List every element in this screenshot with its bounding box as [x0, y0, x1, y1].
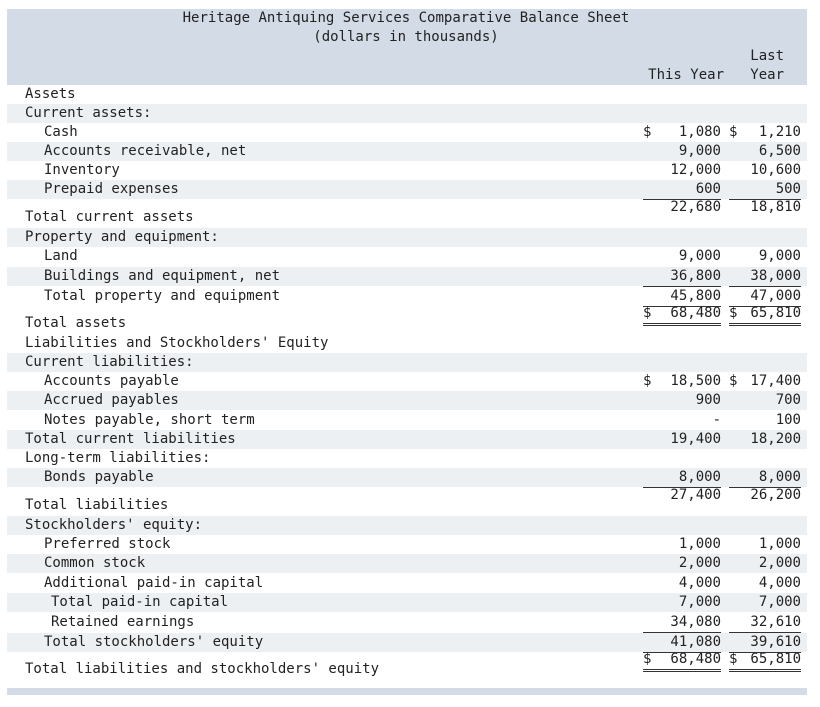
amount-this-year — [643, 372, 721, 391]
amount-this-year — [643, 180, 721, 200]
amount-value: 2,000 — [758, 555, 801, 571]
table-footer-bar — [7, 688, 807, 695]
table-row — [7, 180, 807, 199]
table-row — [7, 104, 807, 123]
amount-value: 7,000 — [678, 594, 721, 610]
amount-value: 65,810 — [750, 305, 801, 321]
amount-value: 1,210 — [758, 124, 801, 140]
amount-value: 9,000 — [678, 143, 721, 159]
col-header-last-year — [722, 47, 784, 85]
amount-this-year — [643, 554, 721, 573]
row-label: Retained earnings — [51, 614, 195, 630]
amount-value: 39,610 — [750, 634, 801, 650]
row-label: Total liabilities — [25, 497, 169, 513]
amount-this-year — [643, 468, 721, 488]
amount-value: - — [712, 412, 721, 428]
amount-this-year — [643, 198, 721, 217]
row-label: Total stockholders' equity — [44, 634, 264, 650]
row-label: Accrued payables — [44, 392, 179, 408]
amount-last-year — [729, 372, 801, 391]
table-row — [7, 391, 807, 410]
amount-value: 6,500 — [758, 143, 801, 159]
currency-symbol: $ — [643, 305, 652, 321]
table-row — [7, 430, 807, 449]
currency-symbol: $ — [729, 373, 738, 389]
col-header-last-year-line1: Last — [750, 48, 784, 64]
amount-last-year — [729, 430, 801, 449]
amount-value: 47,000 — [750, 288, 801, 304]
amount-value: 1,080 — [678, 124, 721, 140]
amount-value: 8,000 — [758, 469, 801, 485]
row-label: Liabilities and Stockholders' Equity — [25, 335, 329, 351]
amount-value: 18,200 — [750, 431, 801, 447]
table-row — [7, 574, 807, 593]
amount-value: 19,400 — [670, 431, 721, 447]
row-label: Notes payable, short term — [44, 412, 255, 428]
table-row — [7, 123, 807, 142]
table-row — [7, 267, 807, 286]
amount-this-year — [643, 123, 721, 142]
amount-value: 10,600 — [750, 162, 801, 178]
report-title-block — [0, 9, 812, 47]
currency-symbol: $ — [729, 124, 738, 140]
amount-this-year — [643, 142, 721, 161]
amount-value: 7,000 — [758, 594, 801, 610]
amount-value: 65,810 — [750, 651, 801, 667]
amount-this-year — [643, 247, 721, 266]
amount-value: 9,000 — [678, 248, 721, 264]
amount-this-year — [643, 486, 721, 505]
amount-this-year — [643, 574, 721, 594]
table-row — [7, 535, 807, 554]
amount-last-year — [729, 593, 801, 612]
amount-last-year — [729, 198, 801, 217]
table-row — [7, 554, 807, 573]
amount-last-year — [729, 486, 801, 505]
col-header-this-year: This Year — [648, 67, 724, 83]
row-label: Current assets: — [25, 105, 152, 121]
amount-this-year — [643, 430, 721, 449]
report-title: Heritage Antiquing Services Comparative Balance Sheet — [182, 10, 630, 26]
amount-value: 32,610 — [750, 614, 801, 630]
amount-this-year — [643, 411, 721, 431]
amount-value: 8,000 — [678, 469, 721, 485]
amount-this-year — [643, 593, 721, 612]
row-label: Preferred stock — [44, 536, 171, 552]
currency-symbol: $ — [643, 651, 652, 667]
table-row — [7, 372, 807, 391]
amount-value: 68,480 — [670, 305, 721, 321]
table-row — [7, 247, 807, 266]
table-row — [7, 353, 807, 372]
amount-value: 1,000 — [758, 536, 801, 552]
amount-value: 68,480 — [670, 651, 721, 667]
amount-value: 18,500 — [670, 373, 721, 389]
amount-value: 100 — [775, 412, 801, 428]
amount-value: 36,800 — [670, 268, 721, 284]
amount-last-year — [729, 391, 801, 410]
amount-last-year — [729, 535, 801, 554]
row-label: Additional paid-in capital — [44, 575, 264, 591]
row-label: Prepaid expenses — [44, 181, 179, 197]
amount-value: 26,200 — [750, 487, 801, 503]
table-row — [7, 411, 807, 430]
amount-this-year — [643, 161, 721, 180]
amount-value: 27,400 — [670, 487, 721, 503]
amount-value: 12,000 — [670, 162, 721, 178]
table-row — [7, 142, 807, 161]
report-subtitle: (dollars in thousands) — [313, 29, 499, 45]
row-label: Accounts payable — [44, 373, 179, 389]
table-row — [7, 85, 807, 104]
amount-this-year — [643, 650, 721, 672]
amount-value: 9,000 — [758, 248, 801, 264]
amount-last-year — [729, 180, 801, 200]
row-label: Common stock — [44, 555, 146, 571]
amount-value: 600 — [695, 181, 721, 197]
amount-this-year — [643, 391, 721, 410]
col-header-last-year-line2: Year — [750, 67, 784, 83]
amount-value: 2,000 — [678, 555, 721, 571]
amount-last-year — [729, 247, 801, 266]
amount-value: 41,080 — [670, 634, 721, 650]
table-row — [7, 487, 807, 515]
table-row — [7, 449, 807, 468]
table-row — [7, 593, 807, 612]
amount-value: 4,000 — [678, 575, 721, 591]
table-row — [7, 468, 807, 487]
row-label: Current liabilities: — [25, 354, 194, 370]
amount-last-year — [729, 267, 801, 287]
table-row — [7, 334, 807, 353]
table-row — [7, 651, 807, 679]
amount-value: 22,680 — [670, 199, 721, 215]
row-label: Stockholders' equity: — [25, 517, 203, 533]
row-label: Accounts receivable, net — [44, 143, 247, 159]
row-label: Assets — [25, 86, 76, 102]
amount-value: 1,000 — [678, 536, 721, 552]
table-row — [7, 613, 807, 632]
amount-this-year — [643, 304, 721, 326]
amount-this-year — [643, 535, 721, 554]
row-label: Total assets — [25, 315, 127, 331]
row-label: Inventory — [44, 162, 120, 178]
table-row — [7, 228, 807, 247]
row-label: Total liabilities and stockholders' equity — [25, 661, 380, 677]
amount-last-year — [729, 304, 801, 326]
currency-symbol: $ — [729, 305, 738, 321]
amount-value: 38,000 — [750, 268, 801, 284]
amount-last-year — [729, 123, 801, 142]
amount-last-year — [729, 142, 801, 161]
amount-value: 17,400 — [750, 373, 801, 389]
amount-value: 18,810 — [750, 199, 801, 215]
amount-last-year — [729, 554, 801, 573]
row-label: Property and equipment: — [25, 229, 219, 245]
amount-value: 4,000 — [758, 575, 801, 591]
currency-symbol: $ — [643, 373, 652, 389]
amount-value: 700 — [775, 392, 801, 408]
table-row — [7, 305, 807, 333]
amount-last-year — [729, 161, 801, 180]
amount-last-year — [729, 411, 801, 431]
row-label: Bonds payable — [44, 469, 154, 485]
row-label: Long-term liabilities: — [25, 450, 211, 466]
amount-last-year — [729, 613, 801, 633]
currency-symbol: $ — [729, 651, 738, 667]
amount-value: 45,800 — [670, 288, 721, 304]
row-label: Total paid-in capital — [51, 594, 229, 610]
amount-value: 900 — [695, 392, 721, 408]
amount-last-year — [729, 574, 801, 594]
amount-last-year — [729, 468, 801, 488]
amount-value: 34,080 — [670, 614, 721, 630]
row-label: Total current assets — [25, 209, 194, 225]
amount-this-year — [643, 267, 721, 287]
table-row — [7, 161, 807, 180]
amount-this-year — [643, 613, 721, 633]
row-label: Total current liabilities — [25, 431, 236, 447]
row-label: Land — [44, 248, 78, 264]
row-label: Buildings and equipment, net — [44, 268, 281, 284]
amount-last-year — [729, 650, 801, 672]
amount-value: 500 — [775, 181, 801, 197]
table-row — [7, 516, 807, 535]
row-label: Cash — [44, 124, 78, 140]
row-label: Total property and equipment — [44, 288, 281, 304]
currency-symbol: $ — [643, 124, 652, 140]
table-row — [7, 199, 807, 227]
